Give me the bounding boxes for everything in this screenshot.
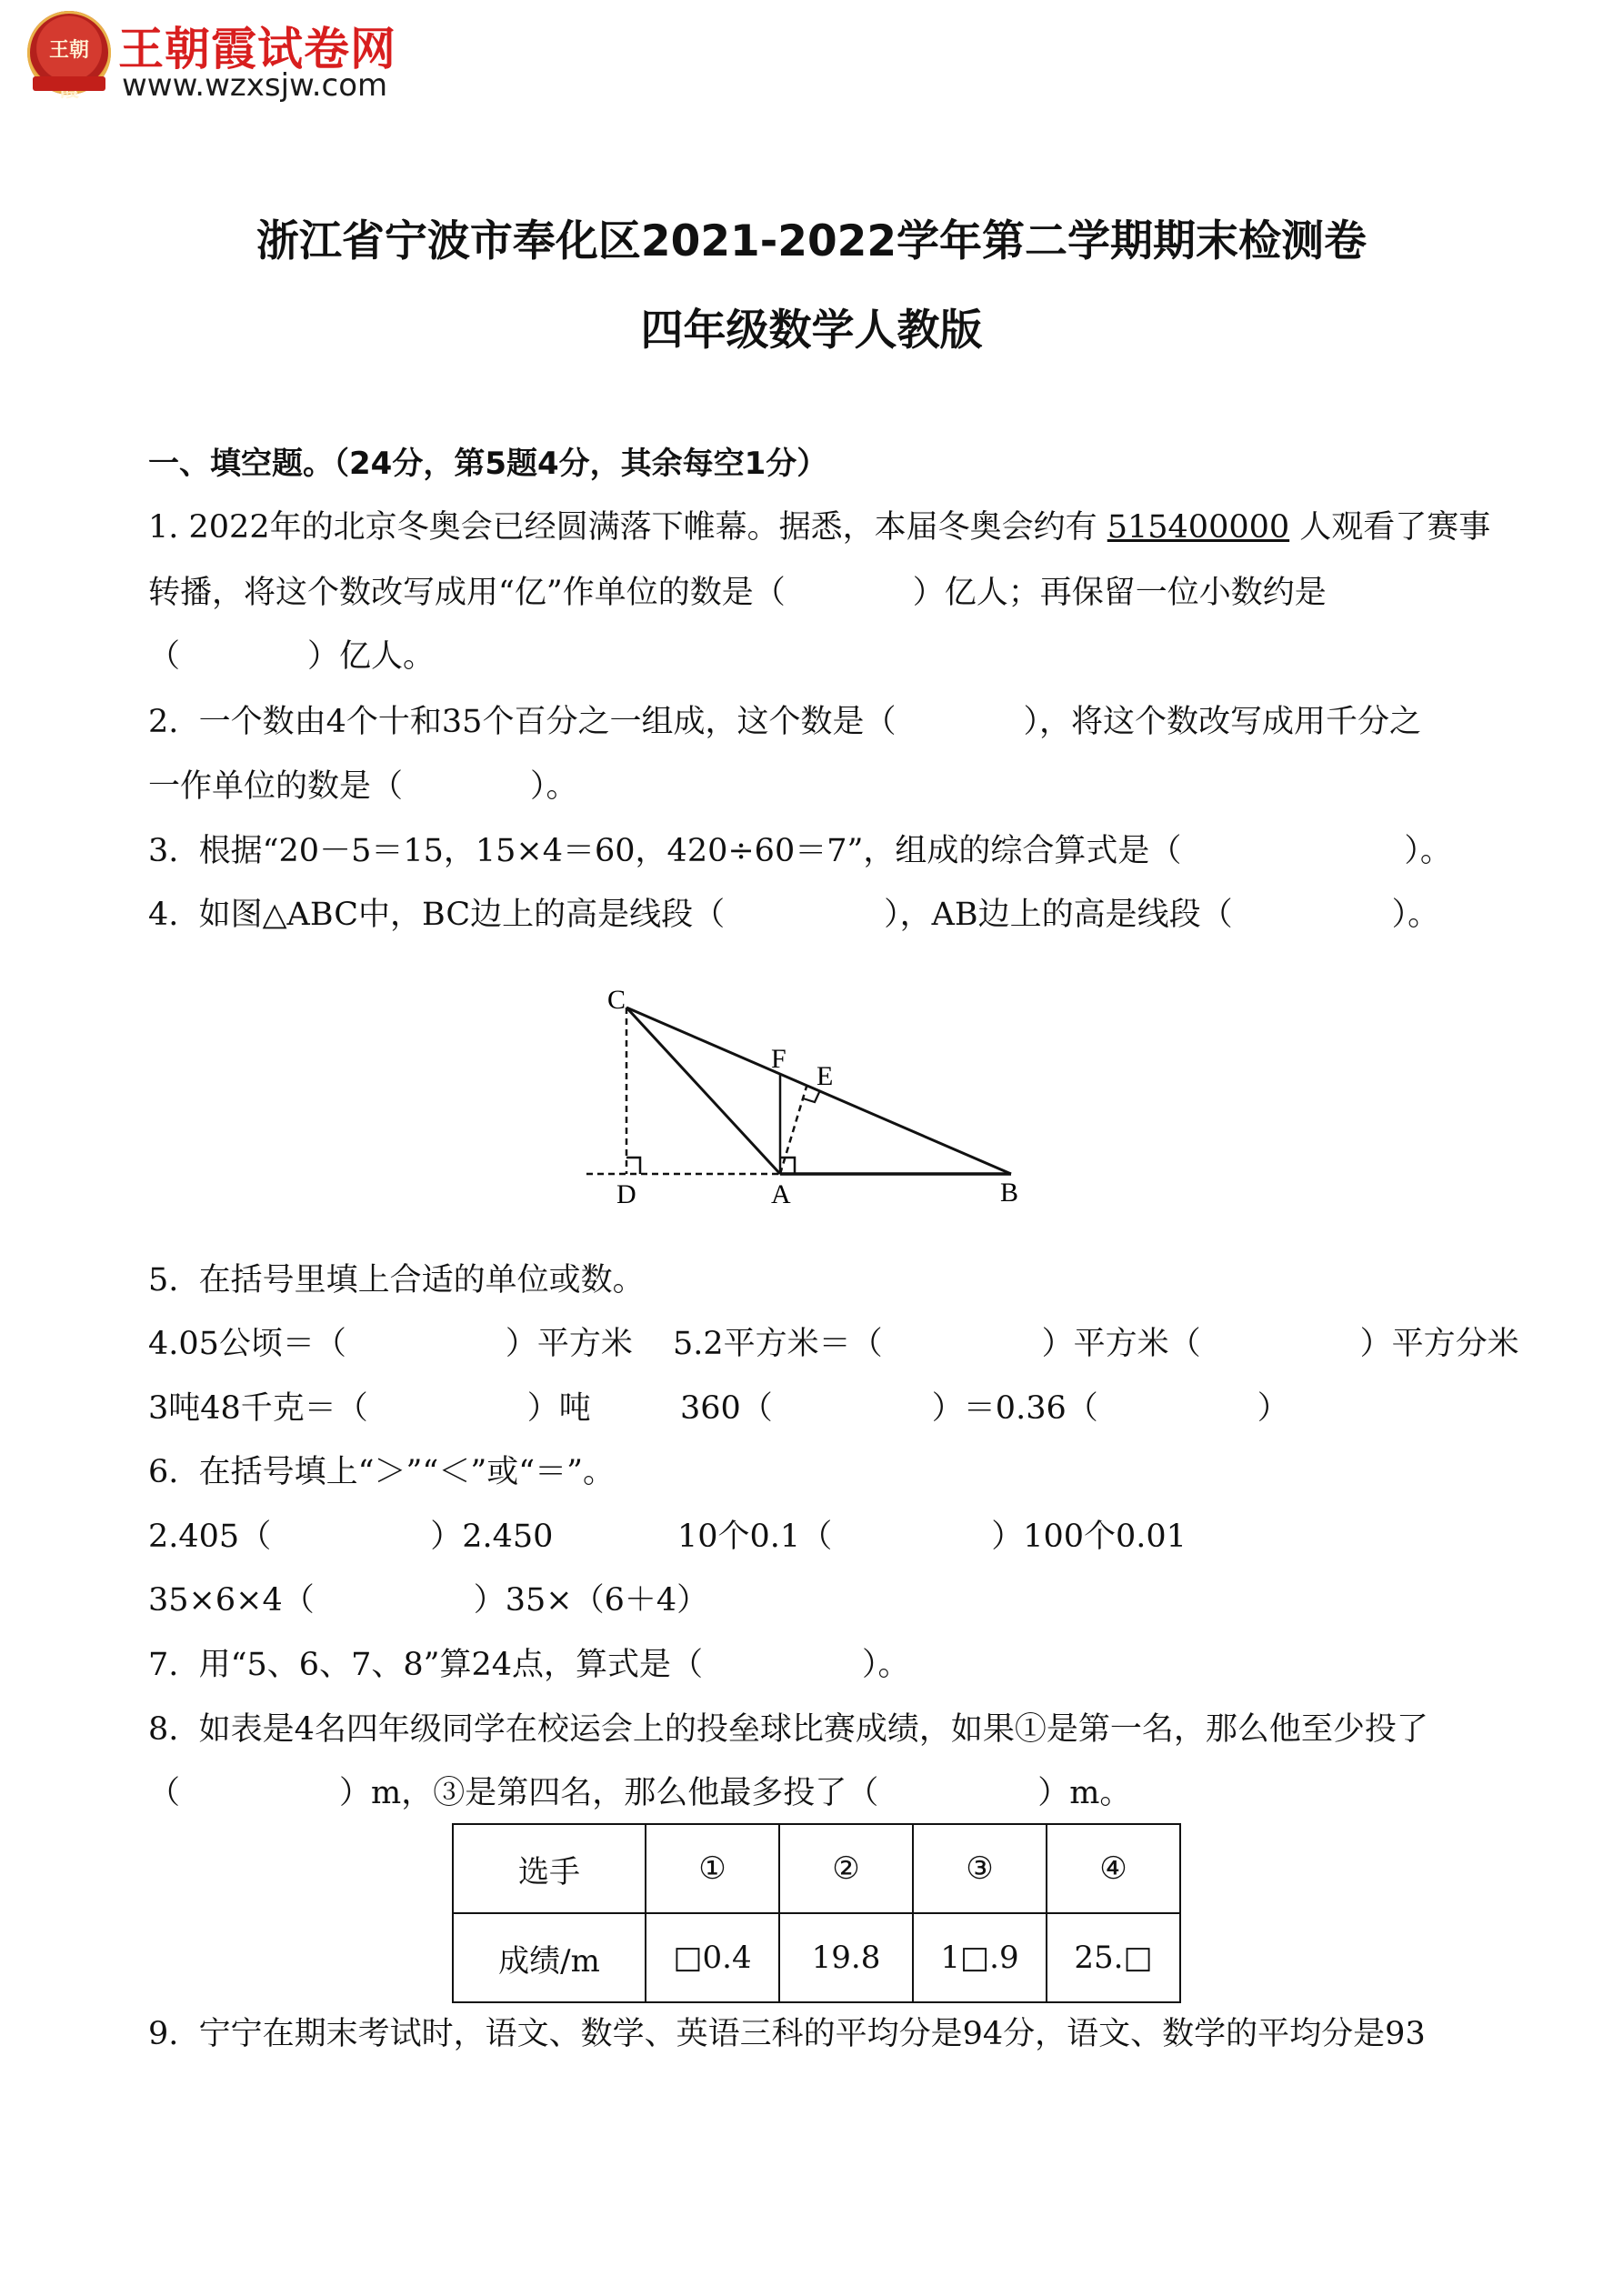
question-5-row-2a: 3吨48千克＝（ ）吨 — [148, 1390, 591, 1427]
table-cell: 成绩/m — [453, 1913, 646, 2002]
label-a: A — [771, 1179, 791, 1209]
brand-url: www.wzxsjw.com — [122, 67, 388, 104]
section-heading: 一、填空题。（24分，第5题4分，其余每空1分） — [148, 446, 828, 482]
question-6-row-1b: 10个0.1（ ）100个0.01 — [677, 1519, 1187, 1555]
question-2-line-2: 一作单位的数是（ ）。 — [148, 768, 578, 805]
table-header-row — [453, 1824, 1180, 1913]
label-b: B — [1000, 1178, 1019, 1208]
label-c: C — [607, 985, 626, 1015]
site-logo — [27, 11, 937, 111]
question-1-line-3: （ ）亿人。 — [148, 638, 436, 675]
question-4: 4. 如图△ABC中，BC边上的高是线段（ ），AB边上的高是线段（ ）。 — [148, 897, 1440, 933]
question-8-line-2: （ ）m，③是第四名，那么他最多投了（ ）m。 — [148, 1775, 1132, 1811]
question-5-row-1a: 4.05公顷＝（ ）平方米 — [148, 1326, 633, 1362]
table-row — [453, 1913, 1180, 2002]
score-table — [452, 1823, 1181, 2003]
question-7: 7. 用“5、6、7、8”算24点，算式是（ ）。 — [148, 1647, 910, 1683]
q1-number: 515400000 — [1107, 509, 1290, 546]
right-angle-a — [780, 1158, 795, 1174]
exam-subtitle: 四年级数学人教版 — [640, 306, 983, 356]
table-cell: 19.8 — [779, 1913, 913, 2002]
logo-seal-text: 王朝 — [48, 39, 89, 62]
question-5-row-1b: 5.2平方米＝（ ）平方米（ ）平方分米 — [673, 1326, 1519, 1362]
question-6-title: 6. 在括号填上“＞”“＜”或“＝”。 — [148, 1454, 616, 1490]
exam-title: 浙江省宁波市奉化区2021-2022学年第二学期期末检测卷 — [255, 216, 1368, 266]
q1-text-a: 1. 2022年的北京冬奥会已经圆满落下帷幕。据悉，本届冬奥会约有 — [148, 509, 1107, 546]
right-angle-d — [626, 1158, 640, 1174]
triangle-figure — [582, 978, 1037, 1214]
right-angle-e — [803, 1090, 820, 1102]
question-1-line-1 — [148, 507, 1490, 547]
table-cell: 25.□ — [1047, 1913, 1180, 2002]
question-9: 9. 宁宁在期末考试时，语文、数学、英语三科的平均分是94分，语文、数学的平均分是93 — [148, 2016, 1426, 2052]
table-cell: ③ — [913, 1824, 1047, 1913]
question-1-line-2: 转播，将这个数改写成用“亿”作单位的数是（ ）亿人；再保留一位小数约是 — [148, 575, 1327, 611]
brand-name: 王朝霞试卷网 — [118, 23, 396, 75]
question-3: 3. 根据“20－5＝15，15×4＝60，420÷60＝7”，组成的综合算式是（ ）。 — [148, 833, 1452, 869]
line-ae — [780, 1087, 806, 1174]
question-6-row-1a: 2.405（ ）2.450 — [148, 1519, 554, 1555]
label-d: D — [616, 1179, 636, 1209]
label-e: E — [817, 1061, 834, 1091]
table-cell: ② — [779, 1824, 913, 1913]
table-cell: 1□.9 — [913, 1913, 1047, 2002]
table-cell: ④ — [1047, 1824, 1180, 1913]
question-8-line-1: 8. 如表是4名四年级同学在校运会上的投垒球比赛成绩，如果①是第一名，那么他至少投了 — [148, 1711, 1428, 1748]
line-ca — [626, 1008, 780, 1174]
logo-seal-icon — [27, 11, 111, 95]
question-6-row-2: 35×6×4（ ）35×（6＋4） — [148, 1582, 709, 1619]
label-f: F — [771, 1044, 786, 1074]
table-cell: 选手 — [453, 1824, 646, 1913]
question-5-title: 5. 在括号里填上合适的单位或数。 — [148, 1262, 645, 1298]
question-5-row-2b: 360（ ）＝0.36（ ） — [680, 1390, 1289, 1427]
q1-text-b: 人观看了赛事 — [1289, 509, 1491, 546]
table-cell: □0.4 — [646, 1913, 779, 2002]
table-cell: ① — [646, 1824, 779, 1913]
question-2-line-1: 2. 一个数由4个十和35个百分之一组成，这个数是（ ），将这个数改写成用千分之 — [148, 704, 1421, 740]
logo-ribbon — [33, 76, 105, 91]
